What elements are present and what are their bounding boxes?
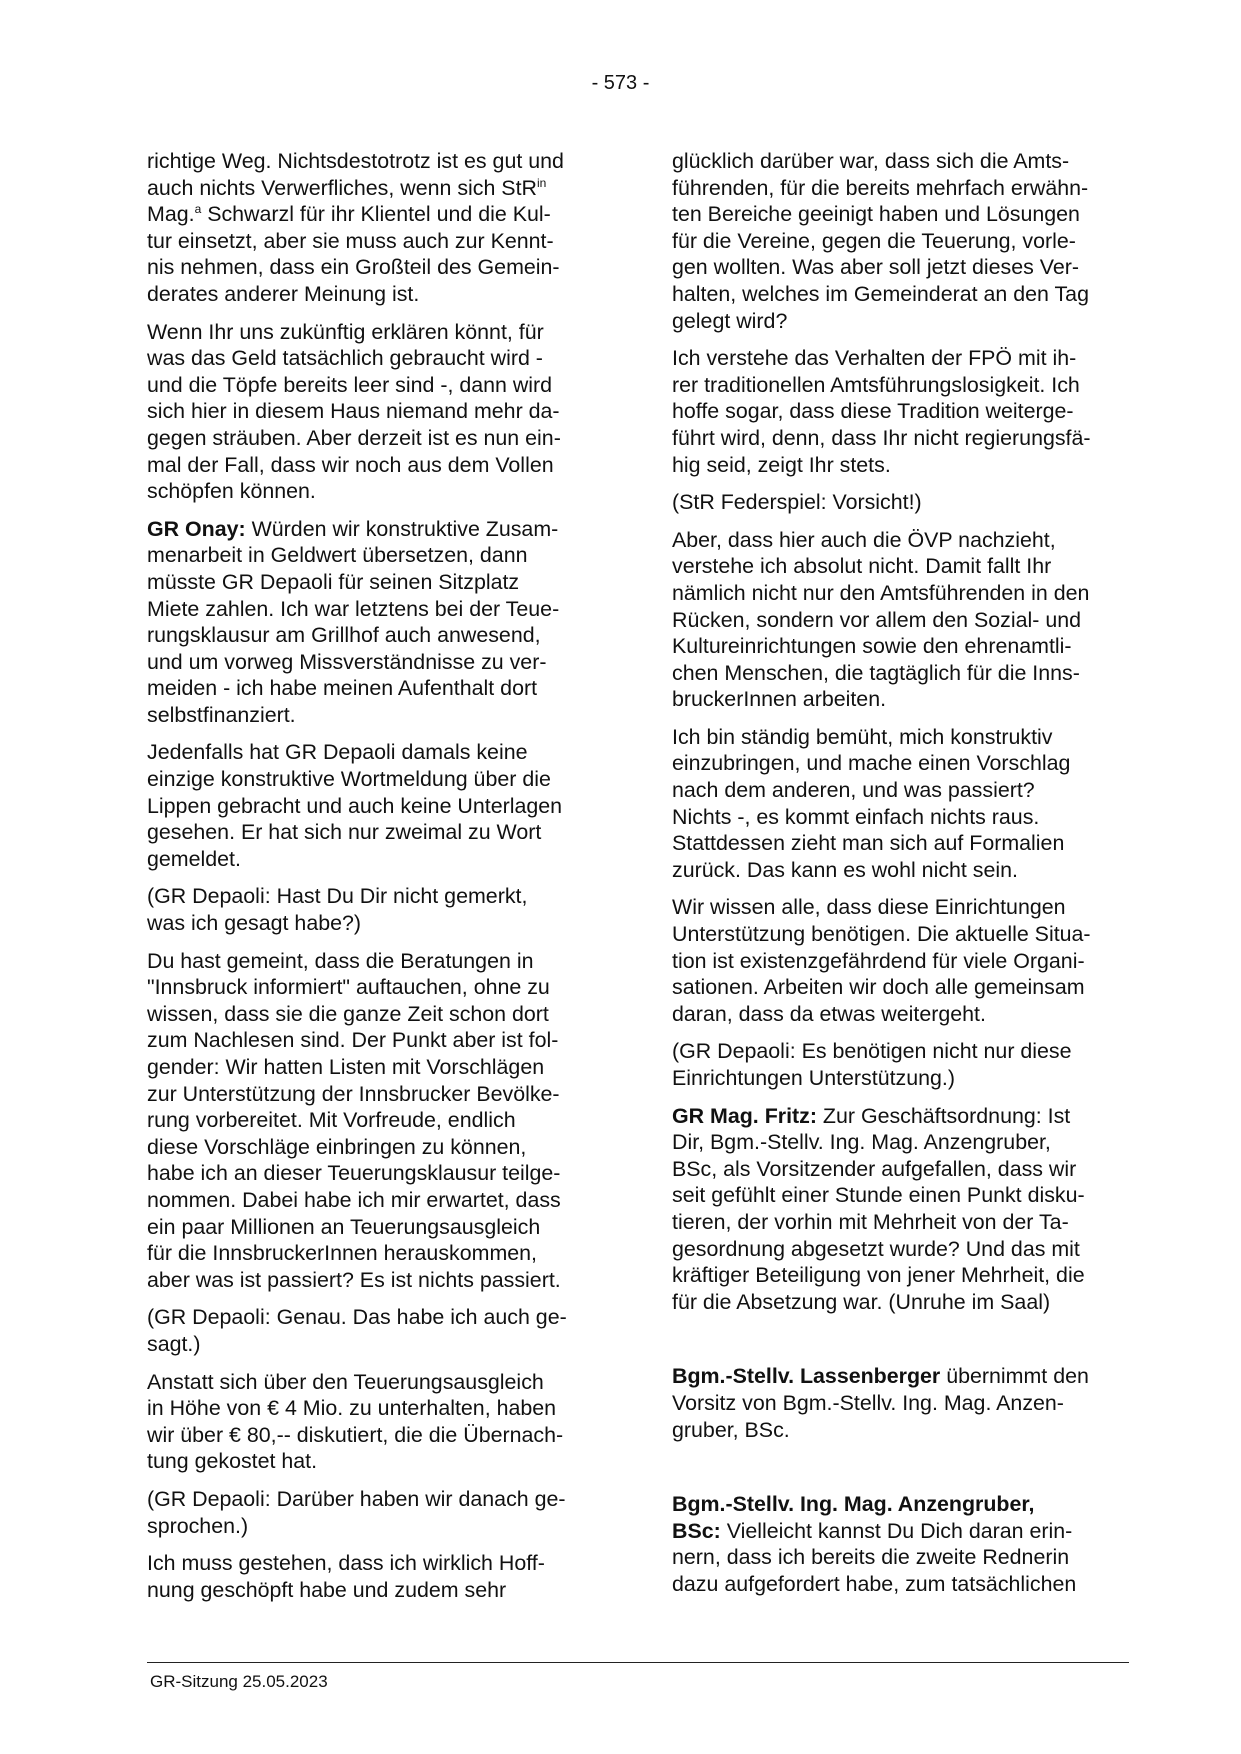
paragraph: Jedenfalls hat GR Depaoli damals keine einzige konstruktive Wortmeldung über die Lippen gebracht und auch keine Unterlagen gesehen. Er hat sich nur zweimal zu Wort gemeldet. [147,740,563,871]
paragraph: Anstatt sich über den Teuerungsausgleich in Höhe von € 4 Mio. zu unterhalten, haben wir über € 80,-- diskutiert, die die Übernach- tung gekostet hat. [147,1369,564,1474]
footer-divider [147,1662,1129,1663]
paragraph: Wir wissen alle, dass diese Einrichtungen Unterstützung benötigen. Die aktuelle Situa- tion ist existenzgefährdend für viele Organi- sationen. Arbeiten wir doch alle gemeinsam daran, dass da etwas weitergeht. [672,895,1091,1026]
paragraph: Du hast gemeint, dass die Beratungen in "Innsbruck informiert" auftauchen, ohne zu wissen, dass sie die ganze Zeit schon dort zum Nachlesen sind. Der Punkt aber ist fol- gender: Wir hatten Listen mit Vorschlägen zur Unterstützung der Innsbrucker Bevölke- rung vorbereitet. Mit Vorfreude, endlich diese Vorschläge einbringen zu können, habe ich an dieser Teuerungsklausur teilge- nommen. Dabei habe ich mir erwartet, dass ein paar Millionen an Teuerungsausgleich für die InnsbruckerInnen herauskommen, aber was ist passiert? Es ist nichts passiert. [147,948,561,1292]
paragraph: Aber, dass hier auch die ÖVP nachzieht, verstehe ich absolut nicht. Damit fallt Ihr nämlich nicht nur den Amtsführenden in den Rücken, sondern vor allem den Sozial- und Kultureinrichtungen sowie den ehrenamtli- chen Menschen, die tagtäglich für die Inns- bruckerInnen arbeiten. [672,527,1090,712]
speaker-name: Bgm.-Stellv. Lassenberger [672,1364,941,1389]
paragraph: Ich bin ständig bemüht, mich konstruktiv einzubringen, und mache einen Vorschlag nach dem anderen, und was passiert? Nichts -, es kommt einfach nichts raus. Stattdessen zieht man sich auf Formalien zurück. Das kann es wohl nicht sein. [672,724,1071,882]
page-number: - 573 - [591,72,650,94]
interjection: (GR Depaoli: Hast Du Dir nicht gemerkt, was ich gesagt habe?) [147,884,528,936]
paragraph: Ich verstehe das Verhalten der FPÖ mit ih- rer traditionellen Amtsführungslosigkeit. Ich hoffe sogar, dass diese Tradition weiterge- führt wird, denn, dass Ihr nicht regierungsfä- hig seid, zeigt Ihr stets. [672,346,1091,477]
paragraph: richtige Weg. Nichtsdestotrotz ist es gut und auch nichts Verwerfliches, wenn sich StR$^{in}$ Mag.$^a$ Schwarzl für ihr Klientel und die Kul- tur einsetzt, aber sie muss auch zur Kennt- nis nehmen, dass ein Großteil des Gemein- derates anderer Meinung ist. [147,149,564,306]
paragraph: Wenn Ihr uns zukünftig erklären könnt, für was das Geld tatsächlich gebraucht wird - und die Töpfe bereits leer sind -, dann wird sich hier in diesem Haus niemand mehr da- gegen sträuben. Aber derzeit ist es nun ein- mal der Fall, dass wir noch aus dem Vollen schöpfen können. [147,319,561,504]
interjection: (GR Depaoli: Genau. Das habe ich auch ge- sagt.) [147,1305,567,1356]
speaker-paragraph: GR Onay: Würden wir konstruktive Zusam- menarbeit in Geldwert übersetzen, dann müsste GR Depaoli für seinen Sitzplatz Miete zahlen. Ich war letztens bei der Teue- rungsklausur am Grillhof auch anwesend, und um vorweg Missverständnisse zu ver- meiden - ich habe meinen Aufenthalt dort selbstfinanziert. [147,516,560,727]
paragraph: glücklich darüber war, dass sich die Amts- führenden, für die bereits mehrfach erwähn- ten Bereiche geeinigt haben und Lösungen für die Vereine, gegen die Teuerung, vorle- gen wollten. Was aber soll jetzt dieses Ver- halten, welches im Gemeinderat an den Tag gelegt wird? [672,149,1089,333]
speaker-paragraph: GR Mag. Fritz: Zur Geschäftsordnung: Ist Dir, Bgm.-Stellv. Ing. Mag. Anzengruber, BSc, als Vorsitzender aufgefallen, dass wir seit gefühlt einer Stunde einen Punkt disku- tieren, der vorhin mit Mehrheit von der Ta- gesordnung abgesetzt wurde? Und das mit kräftiger Beteiligung von jener Mehrheit, die für die Absetzung war. (Unruhe im Saal) [672,1103,1085,1314]
speaker-name: Bgm.-Stellv. Ing. Mag. Anzengruber, BSc: [672,1492,1035,1543]
footer-session-date: GR-Sitzung 25.05.2023 [150,1672,328,1691]
interjection: (StR Federspiel: Vorsicht!) [672,490,922,515]
speaker-paragraph: Bgm.-Stellv. Ing. Mag. Anzengruber, BSc: Vielleicht kannst Du Dich daran erin- nern, dass ich bereits die zweite Rednerin dazu aufgefordert habe, zum tatsächlichen [672,1492,1077,1596]
interjection: (GR Depaoli: Es benötigen nicht nur diese Einrichtungen Unterstützung.) [672,1039,1072,1090]
chair-change-note: Bgm.-Stellv. Lassenberger übernimmt den Vorsitz von Bgm.-Stellv. Ing. Mag. Anzen- gruber, BSc. [672,1364,1089,1442]
right-column [672,148,1130,1609]
speaker-name: GR Onay: [147,516,246,541]
paragraph: Ich muss gestehen, dass ich wirklich Hoff- nung geschöpft habe und zudem sehr [147,1551,545,1602]
interjection: (GR Depaoli: Darüber haben wir danach ge- sprochen.) [147,1486,566,1538]
left-column [147,148,607,1614]
speaker-name: GR Mag. Fritz: [672,1103,817,1128]
